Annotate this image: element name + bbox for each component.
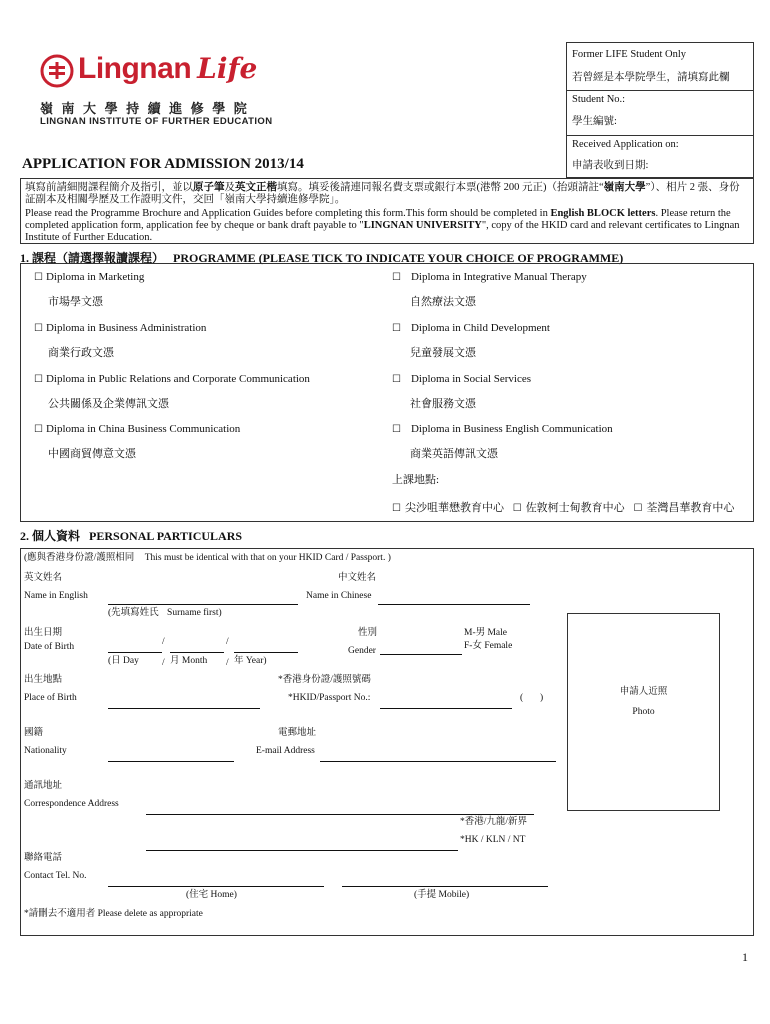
hkid-number-field[interactable] bbox=[380, 708, 512, 709]
address-label-zh: 通訊地址 bbox=[24, 781, 63, 791]
checkbox-icon: ☐ bbox=[34, 272, 43, 283]
photo-label-en: Photo bbox=[632, 707, 655, 717]
programme-name-en: Diploma in Integrative Manual Therapy bbox=[410, 271, 587, 283]
dob-label-en: Date of Birth bbox=[24, 642, 75, 652]
mobile-phone-field[interactable] bbox=[342, 886, 548, 887]
checkbox-icon: ☐ bbox=[512, 503, 522, 514]
region-option-en: *HK / KLN / NT bbox=[460, 835, 526, 845]
programme-name-zh: 社會服務文憑 bbox=[410, 398, 476, 410]
programme-option[interactable] bbox=[392, 322, 550, 335]
programme-name-en: Diploma in China Business Communication bbox=[45, 423, 241, 435]
programme-name-zh: 商業英語傳訊文憑 bbox=[410, 448, 498, 460]
programme-option[interactable] bbox=[392, 271, 587, 284]
gender-option-female: F-女 Female bbox=[464, 641, 513, 651]
programme-name-en: Diploma in Business English Communication bbox=[410, 423, 613, 435]
name-chinese-label-zh: 中文姓名 bbox=[338, 573, 377, 583]
former-student-label-en: Former LIFE Student Only bbox=[572, 49, 687, 60]
checkbox-icon: ☐ bbox=[392, 323, 401, 334]
programme-name-en: Diploma in Marketing bbox=[45, 271, 145, 283]
programme-name-zh: 商業行政文憑 bbox=[48, 347, 114, 359]
student-no-label-en: Student No.: bbox=[572, 94, 626, 105]
former-student-label-zh: 若曾經是本學院學生，請填寫此欄 bbox=[572, 72, 730, 83]
name-english-label-en: Name in English bbox=[24, 591, 88, 601]
address-label-en: Correspondence Address bbox=[24, 799, 119, 809]
hkid-check-digit-open: ( bbox=[520, 693, 524, 703]
delete-as-appropriate-note: *請刪去不適用者 Please delete as appropriate bbox=[24, 909, 203, 919]
surname-first-hint: (先填寫姓氏 Surname first) bbox=[108, 608, 222, 618]
checkbox-icon: ☐ bbox=[392, 374, 401, 385]
dob-day-field[interactable] bbox=[108, 652, 162, 653]
programme-box bbox=[20, 263, 754, 522]
gender-option-male: M-男 Male bbox=[464, 628, 508, 638]
programme-name-en: Diploma in Child Development bbox=[410, 322, 550, 334]
venue-option[interactable]: ☐ 尖沙咀華懋教育中心 bbox=[392, 502, 504, 514]
home-phone-hint: (住宅 Home) bbox=[186, 890, 237, 900]
lingnan-emblem-icon bbox=[40, 54, 74, 88]
tel-label-en: Contact Tel. No. bbox=[24, 871, 87, 881]
logo-brand-script: Life bbox=[197, 52, 258, 85]
checkbox-icon: ☐ bbox=[34, 374, 43, 385]
checkbox-icon: ☐ bbox=[392, 272, 401, 283]
programme-name-zh: 自然療法文憑 bbox=[410, 296, 476, 308]
instructions-zh: 填寫前請細閱課程簡介及指引，並以原子筆及英文正楷填寫。填妥後請連同報名費支票或銀行本票(港幣 200 元正)（抬頭請註“嶺南大學”）、相片 2 張、身份証副本及相關學歷及工作證明文件，交回「嶺南大學持續進修學院」。 bbox=[25, 182, 740, 205]
tel-label-zh: 聯絡電話 bbox=[24, 853, 63, 863]
venue-option[interactable]: ☐ 荃灣昌華教育中心 bbox=[633, 502, 735, 514]
programme-name-en: Diploma in Business Administration bbox=[45, 322, 207, 334]
hkid-identical-note: (應與香港身份證/護照相同 This must be identical with that on your HKID Card / Passport. ) bbox=[24, 553, 391, 563]
office-box-divider bbox=[567, 90, 753, 91]
hkid-label-en: *HKID/Passport No.: bbox=[288, 693, 371, 703]
logo-english-name: LINGNAN INSTITUTE OF FURTHER EDUCATION bbox=[40, 116, 273, 127]
programme-option[interactable] bbox=[34, 322, 206, 335]
office-use-box bbox=[566, 42, 754, 178]
pob-label-en: Place of Birth bbox=[24, 693, 77, 703]
checkbox-icon: ☐ bbox=[392, 503, 401, 514]
name-chinese-label-en: Name in Chinese bbox=[306, 591, 372, 601]
logo-chinese-name: 嶺 南 大 學 持 續 進 修 學 院 bbox=[40, 102, 249, 117]
dob-label-zh: 出生日期 bbox=[24, 628, 63, 638]
programme-name-en: Diploma in Public Relations and Corporate Communication bbox=[45, 373, 310, 385]
instructions-box bbox=[20, 178, 754, 244]
gender-field[interactable] bbox=[380, 654, 462, 655]
date-separator: / bbox=[162, 637, 165, 647]
programme-name-zh: 兒童發展文憑 bbox=[410, 347, 476, 359]
gender-label-en: Gender bbox=[348, 646, 376, 656]
hkid-check-digit-close: ) bbox=[540, 693, 544, 703]
instructions-en: Please read the Programme Brochure and Application Guides before completing this form.This form should be completed in English BLOCK letters. Please return the completed application form, application fee by cheque or bank draft payable to "LINGNAN UNIVERSITY", copy of the HKID card and relevant certificates to Lingnan Institute of Further Education. bbox=[25, 208, 740, 243]
dob-year-field[interactable] bbox=[234, 652, 298, 653]
dob-day-hint: (日 Day bbox=[108, 656, 139, 666]
programme-option[interactable] bbox=[34, 373, 310, 386]
dob-month-hint: 月 Month bbox=[170, 656, 208, 666]
programme-name-zh: 中國商貿傳意文憑 bbox=[48, 448, 136, 460]
date-separator: / bbox=[226, 658, 229, 668]
office-box-divider bbox=[567, 135, 753, 136]
programme-name-en: Diploma in Social Services bbox=[410, 373, 532, 385]
photo-box bbox=[567, 613, 720, 811]
student-no-label-zh: 學生編號: bbox=[572, 116, 617, 127]
name-chinese-field[interactable] bbox=[378, 604, 530, 605]
dob-month-field[interactable] bbox=[170, 652, 224, 653]
received-label-zh: 申請表收到日期: bbox=[572, 160, 649, 171]
programme-option[interactable] bbox=[34, 423, 240, 436]
nationality-label-en: Nationality bbox=[24, 746, 67, 756]
address-line-2-field[interactable] bbox=[146, 850, 458, 851]
section1-heading: 1. 課程（請選擇報讀課程） PROGRAMME (PLEASE TICK TO INDICATE YOUR CHOICE OF PROGRAMME) bbox=[20, 251, 624, 265]
email-label-en: E-mail Address bbox=[256, 746, 315, 756]
address-line-1-field[interactable] bbox=[146, 814, 534, 815]
programme-option[interactable] bbox=[34, 271, 144, 284]
home-phone-field[interactable] bbox=[108, 886, 324, 887]
nationality-field[interactable] bbox=[108, 761, 234, 762]
received-label-en: Received Application on: bbox=[572, 139, 679, 150]
date-separator: / bbox=[226, 637, 229, 647]
form-title: APPLICATION FOR ADMISSION 2013/14 bbox=[22, 156, 304, 172]
gender-label-zh: 性別 bbox=[358, 628, 378, 638]
page-number: 1 bbox=[742, 950, 748, 964]
date-separator: / bbox=[162, 658, 165, 668]
lingnan-life-logo bbox=[38, 50, 273, 128]
name-english-label-zh: 英文姓名 bbox=[24, 573, 63, 583]
venue-options bbox=[392, 502, 734, 515]
hkid-label-zh: *香港身份證/護照號碼 bbox=[278, 675, 371, 685]
programme-name-zh: 市場學文憑 bbox=[48, 296, 103, 308]
venue-option[interactable]: ☐ 佐敦柯士甸教育中心 bbox=[512, 502, 625, 514]
pob-label-zh: 出生地點 bbox=[24, 675, 63, 685]
nationality-label-zh: 國籍 bbox=[24, 728, 44, 738]
logo-brand-text: Lingnan bbox=[78, 52, 192, 85]
region-option-zh: *香港/九龍/新界 bbox=[460, 817, 528, 827]
photo-label-zh: 申請人近照 bbox=[619, 687, 668, 697]
email-field[interactable] bbox=[320, 761, 556, 762]
checkbox-icon: ☐ bbox=[633, 503, 643, 514]
section2-heading: 2. 個人資料 PERSONAL PARTICULARS bbox=[20, 529, 243, 543]
place-of-birth-field[interactable] bbox=[108, 708, 260, 709]
name-english-field[interactable] bbox=[108, 604, 298, 605]
email-label-zh: 電郵地址 bbox=[278, 728, 317, 738]
programme-option[interactable] bbox=[392, 373, 531, 386]
checkbox-icon: ☐ bbox=[392, 424, 401, 435]
programme-name-zh: 公共關係及企業傳訊文憑 bbox=[48, 398, 169, 410]
venue-label: 上課地點: bbox=[392, 474, 440, 486]
programme-option[interactable] bbox=[392, 423, 613, 436]
checkbox-icon: ☐ bbox=[34, 424, 43, 435]
checkbox-icon: ☐ bbox=[34, 323, 43, 334]
mobile-phone-hint: (手提 Mobile) bbox=[414, 890, 470, 900]
dob-year-hint: 年 Year) bbox=[234, 656, 267, 666]
